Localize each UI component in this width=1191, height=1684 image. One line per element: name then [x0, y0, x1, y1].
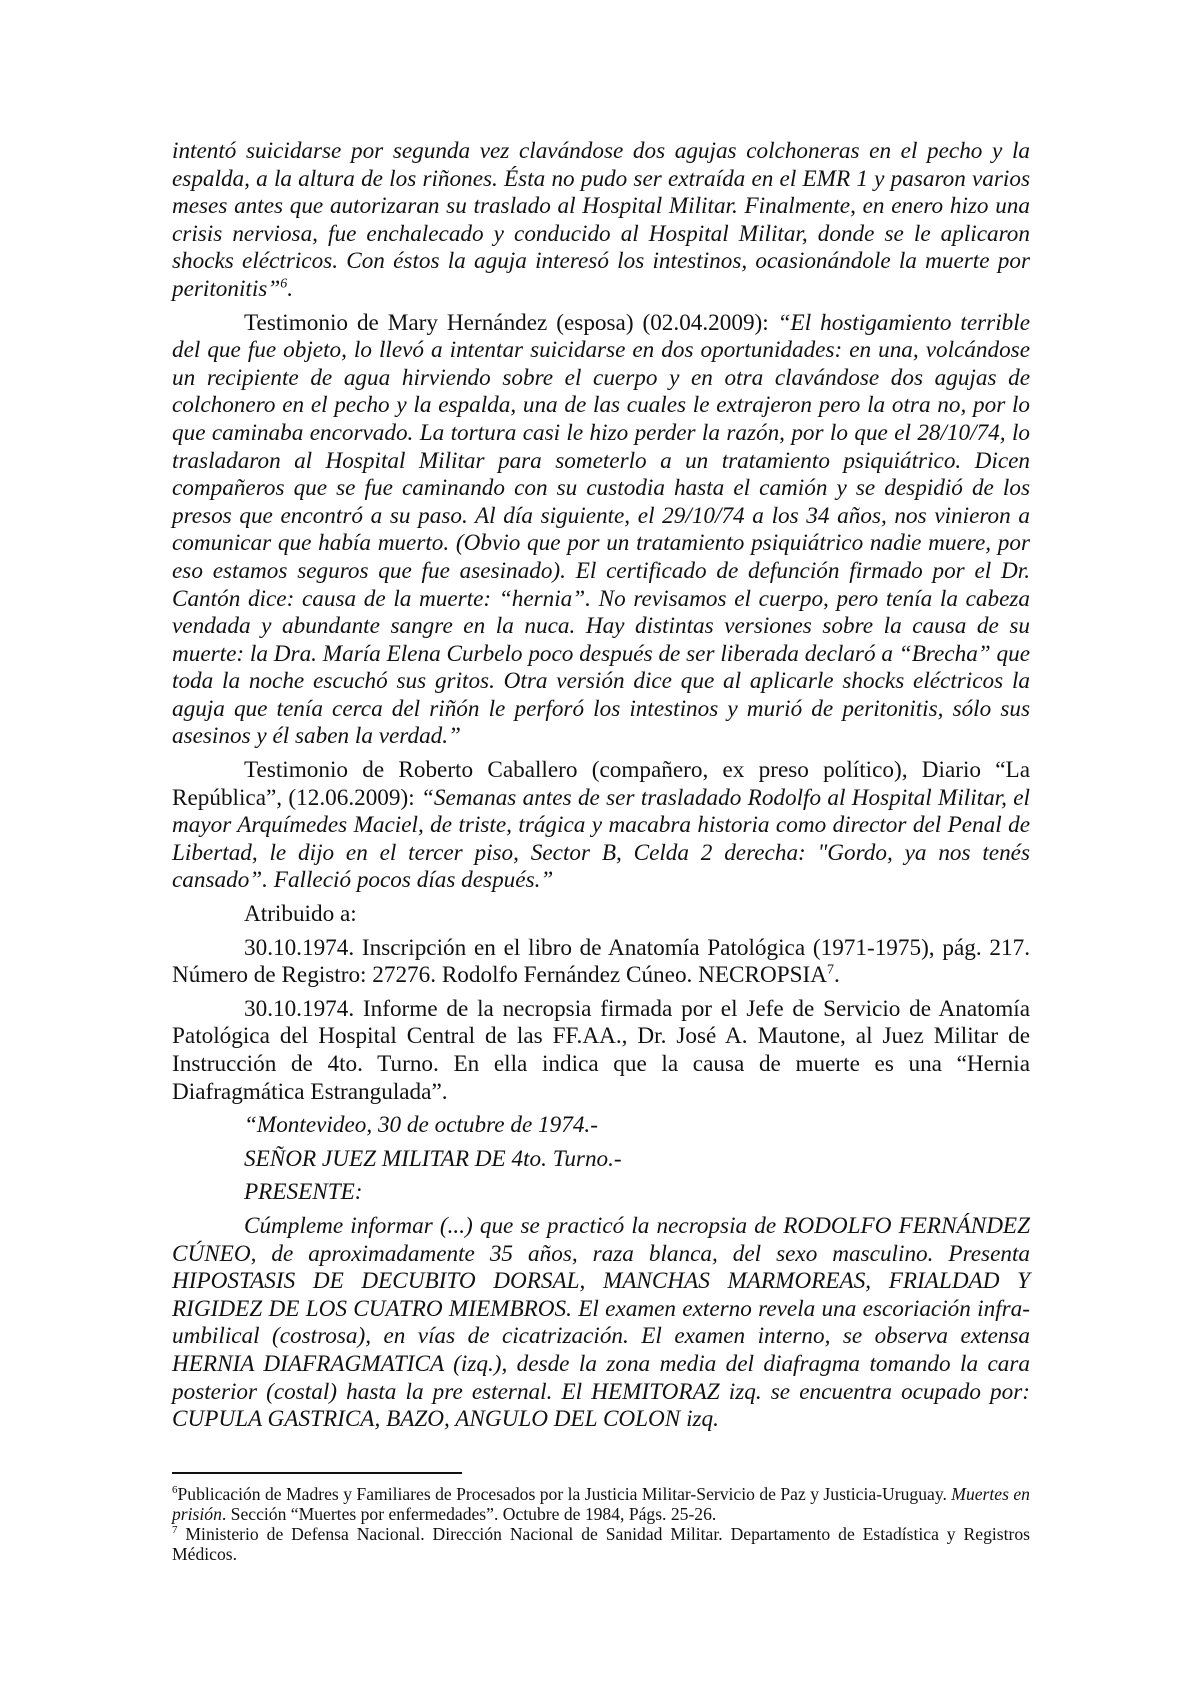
- document-page: [172, 138, 1030, 1440]
- footnotes: [172, 1484, 1030, 1564]
- footnote-ref-6[interactable]: 6: [280, 276, 288, 292]
- footnote-6: $^6$Publicación de Madres y Familiares de Procesados por la Justicia Militar-Servicio de Paz y Justicia-Uruguay. Muertes en prisión. Sección “Muertes por enfermedades”. Octubre de 1984, Págs. 25-26.: [172, 1484, 1030, 1524]
- paragraph-attributed: Atribuido a:: [244, 901, 357, 928]
- paragraph-inscription: 30.10.1974. Inscripción en el libro de Anatomía Patológica (1971-1975), pág. 217. Número de Registro: 27276. Rodolfo Fernández Cúneo. NECROPSIA$^7$.: [172, 934, 1030, 989]
- paragraph-necropsy-report: 30.10.1974. Informe de la necropsia firmada por el Jefe de Servicio de Anatomía Patológica del Hospital Central de las FF.AA., Dr. José A. Mautone, al Juez Militar de Instrucción de 4to. Turno. En ella indica que la causa de muerte es una “Hernia Diafragmática Estrangulada”.: [172, 995, 1030, 1105]
- footnote-6-title: Muertes en prisión: [172, 1484, 1030, 1524]
- footnote-ref-7[interactable]: 7: [826, 962, 834, 978]
- letter-addressee: SEÑOR JUEZ MILITAR DE 4to. Turno.-: [244, 1145, 622, 1172]
- footnote-7: $^7$ Ministerio de Defensa Nacional. Dirección Nacional de Sanidad Militar. Departamento de Estadística y Registros Médicos.: [172, 1524, 1030, 1564]
- letter-salutation: PRESENTE:: [244, 1179, 363, 1206]
- quote-mary-hernandez: “El hostigamiento terrible del que fue objeto, lo llevó a intentar suicidarse en dos oportunidades: en una, volcándose un recipiente de agua hirviendo sobre el cuerpo y en otra clavándose dos agujas de colchonero en el pecho y la espalda, una de las cuales le extrajeron pero la otra no, por lo que caminaba encorvado. La tortura casi le hizo perder la razón, por lo que el 28/10/74, lo trasladaron al Hospital Militar para someterlo a un tratamiento psiquiátrico. Dicen compañeros que se fue caminando con su custodia hasta el camión y se despidió de los presos que encontró a su paso. Al día siguiente, el 29/10/74 a los 34 años, nos vinieron a comunicar que había muerto. (Obvio que por un tratamiento psiquiátrico nadie muere, por eso estamos seguros que fue asesinado). El certificado de defunción firmado por el Dr. Cantón dice: causa de la muerte: “hernia”. No revisamos el cuerpo, pero tenía la cabeza vendada y abundante sangre en la nuca. Hay distintas versiones sobre la causa de su muerte: la Dra. María Elena Curbelo poco después de ser liberada declaró a “Brecha” que toda la noche escuchó sus gritos. Otra versión dice que al aplicarle shocks eléctricos la aguja que tenía cerca del riñón le perforó los intestinos y murió de peritonitis, sólo sus asesinos y él saben la verdad.”: [172, 309, 1030, 750]
- footnote-divider: [172, 1472, 462, 1474]
- letter-date: “Montevideo, 30 de octubre de 1974.-: [244, 1112, 598, 1139]
- paragraph-testimony-roberto-caballero: Testimonio de Roberto Caballero (compañero, ex preso político), Diario “La República”, (12.06.2009): “Semanas antes de ser trasladado Rodolfo al Hospital Militar, el mayor Arquímedes Maciel, de triste, trágica y macabra historia como director del Penal de Libertad, le dijo en el tercer piso, Sector B, Celda 2 derecha: "Gordo, ya nos tenés cansado”. Falleció pocos días después.”: [172, 757, 1030, 894]
- paragraph-testimony-mary-hernandez: Testimonio de Mary Hernández (esposa) (02.04.2009): “El hostigamiento terrible del que fue objeto, lo llevó a intentar suicidarse en dos oportunidades: en una, volcándose un recipiente de agua hirviendo sobre el cuerpo y en otra clavándose dos agujas de colchonero en el pecho y la espalda, una de las cuales le extrajeron pero la otra no, por lo que caminaba encorvado. La tortura casi le hizo perder la razón, por lo que el 28/10/74, lo trasladaron al Hospital Militar para someterlo a un tratamiento psiquiátrico. Dicen compañeros que se fue caminando con su custodia hasta el camión y se despidió de los presos que encontró a su paso. Al día siguiente, el 29/10/74 a los 34 años, nos vinieron a comunicar que había muerto. (Obvio que por un tratamiento psiquiátrico nadie muere, por eso estamos seguros que fue asesinado). El certificado de defunción firmado por el Dr. Cantón dice: causa de la muerte: “hernia”. No revisamos el cuerpo, pero tenía la cabeza vendada y abundante sangre en la nuca. Hay distintas versiones sobre la causa de su muerte: la Dra. María Elena Curbelo poco después de ser liberada declaró a “Brecha” que toda la noche escuchó sus gritos. Otra versión dice que al aplicarle shocks eléctricos la aguja que tenía cerca del riñón le perforó los intestinos y murió de peritonitis, sólo sus asesinos y él saben la verdad.”: [172, 309, 1030, 750]
- paragraph-testimony-continuation: intentó suicidarse por segunda vez clavándose dos agujas colchoneras en el pecho y la espalda, a la altura de los riñones. Ésta no pudo ser extraída en el EMR 1 y pasaron varios meses antes que autorizaran su traslado al Hospital Militar. Finalmente, en enero hizo una crisis nerviosa, fue enchalecado y conducido al Hospital Militar, donde se le aplicaron shocks eléctricos. Con éstos la aguja interesó los intestinos, ocasionándole la muerte por peritonitis”$^6$.: [172, 138, 1030, 302]
- quote-roberto-caballero: “Semanas antes de ser trasladado Rodolfo al Hospital Militar, el mayor Arquímedes Maciel, de triste, trágica y macabra historia como director del Penal de Libertad, le dijo en el tercer piso, Sector B, Celda 2 derecha: "Gordo, ya nos tenés cansado”. Falleció pocos días después.”: [172, 784, 1030, 894]
- letter-body: Cúmpleme informar (...) que se practicó la necropsia de RODOLFO FERNÁNDEZ CÚNEO, de aproximadamente 35 años, raza blanca, del sexo masculino. Presenta HIPOSTASIS DE DECUBITO DORSAL, MANCHAS MARMOREAS, FRIALDAD Y RIGIDEZ DE LOS CUATRO MIEMBROS. El examen externo revela una escoriación infra-umbilical (costrosa), en vías de cicatrización. El examen interno, se observa extensa HERNIA DIAFRAGMATICA (izq.), desde la zona media del diafragma tomando la cara posterior (costal) hasta la pre esternal. El HEMITORAZ izq. se encuentra ocupado por: CUPULA GASTRICA, BAZO, ANGULO DEL COLON izq.: [172, 1212, 1030, 1433]
